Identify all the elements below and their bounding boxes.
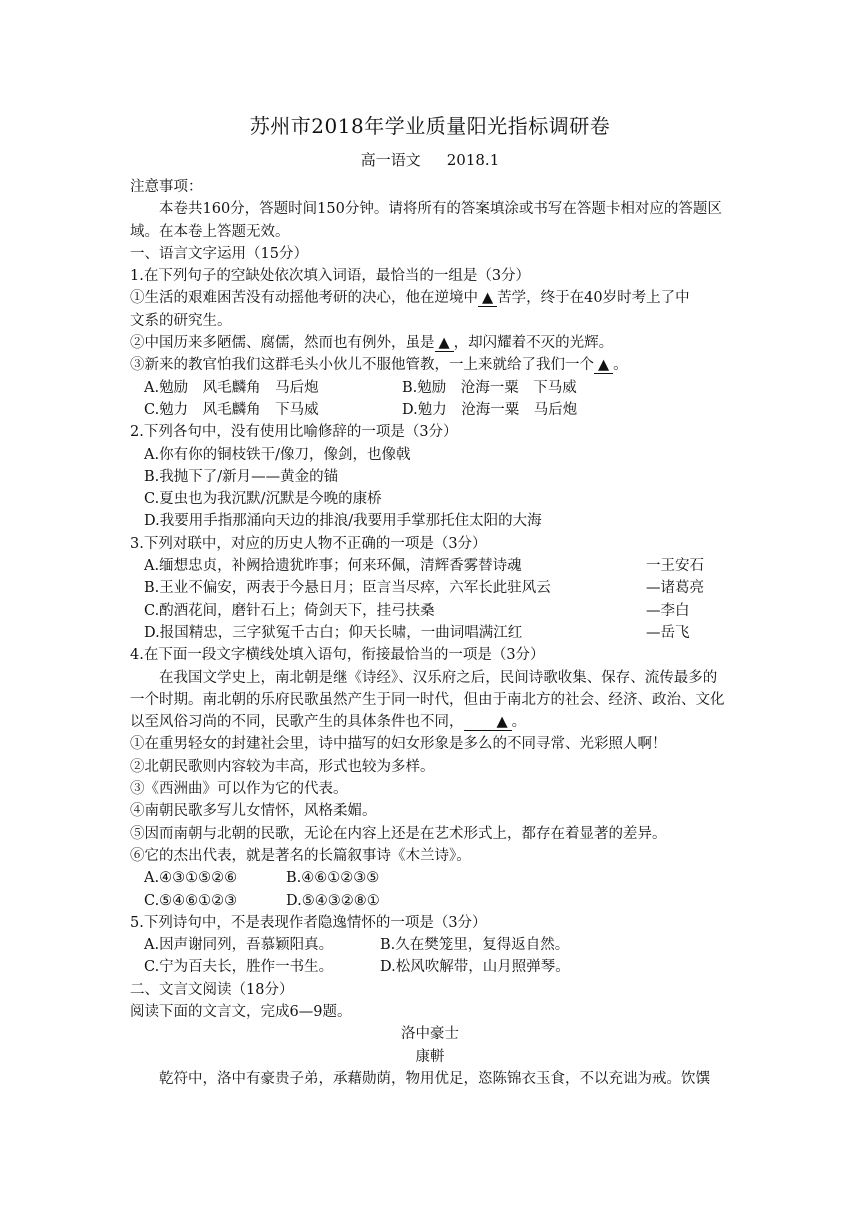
q3-stem: 3.下列对联中，对应的历史人物不正确的一项是（3分）	[130, 535, 487, 552]
q4-item-2: ②北朝民歌则内容较为丰高，形式也较为多样。	[130, 758, 435, 775]
q5-stem: 5.下列诗句中，不是表现作者隐逸情怀的一项是（3分）	[130, 914, 487, 931]
q4-item-4: ④南朝民歌多写儿女情怀，风格柔媚。	[130, 803, 377, 820]
q3-option-d: D.报国精忠，三字狱冤千古白；仰天长啸，一曲词唱满江红 —岳飞	[130, 622, 730, 644]
q1-stem: 1.在下列句子的空缺处依次填入词语，最恰当的一组是（3分）	[130, 268, 531, 285]
q1-options-row-1	[130, 377, 730, 399]
q3-option-b: B.王业不偏安，两表于今悬日月；臣言当尽瘁，六军长此驻风云 —诸葛亮	[130, 577, 730, 599]
exam-page	[130, 110, 730, 1090]
q1-sentence-1-cont: 文系的研究生。	[130, 312, 232, 329]
q4-option-a: A.④③①⑤②⑥	[144, 870, 238, 887]
q3-person-c: —李白	[646, 602, 690, 619]
exam-date: 2018.1	[446, 151, 500, 169]
section1-heading: 一、语言文字运用（15分）	[130, 245, 308, 262]
q4-item-5: ⑤因而南朝与北朝的民歌，无论在内容上还是在艺术形式上，都存在着显著的差异。	[130, 825, 667, 842]
passage-author: 康軿	[415, 1048, 445, 1065]
exam-title: 苏州市2018年学业质量阳光指标调研卷	[249, 114, 611, 138]
q1-option-a: A.勉励 风毛麟角 马后炮	[144, 379, 319, 396]
section2-instruction: 阅读下面的文言文，完成6—9题。	[130, 1003, 352, 1020]
q2-option-d: D.我要用手指那涌向天边的排浪/我要用手掌那托住太阳的大海	[144, 513, 542, 530]
q1-options-row-2	[130, 399, 730, 421]
notice-body: 本卷共160分，答题时间150分钟。请将所有的答案填涂或书写在答题卡相对应的答题区域。在本卷上答题无效。	[130, 201, 722, 240]
q1-option-b: B.勉励 沧海一粟 下马威	[402, 379, 577, 396]
section2-heading: 二、文言文阅读（18分）	[130, 981, 294, 998]
q4-option-b: B.④⑥①②③⑤	[286, 870, 380, 887]
q2-stem: 2.下列各句中，没有使用比喻修辞的一项是（3分）	[130, 424, 458, 441]
subject-label: 高一语文	[360, 151, 421, 169]
q3-option-a: A.缅想忠贞，补阙拾遗犹昨事；何来环佩，清辉香雾替诗魂 一王安石	[130, 555, 730, 577]
answer-blank: ▲	[478, 290, 497, 307]
answer-blank: ▲	[594, 357, 613, 374]
q5-option-b: B.久在樊笼里，复得返自然。	[380, 937, 570, 954]
passage-title: 洛中豪士	[401, 1026, 459, 1043]
q5-options-row-2	[130, 956, 730, 978]
q2-option-c: C.夏虫也为我沉默/沉默是今晚的康桥	[144, 491, 382, 508]
q2-option-b: B.我抛下了/新月——黄金的锚	[144, 468, 339, 485]
q5-option-c: C.宁为百夫长，胜作一书生。	[144, 959, 334, 976]
q1-sentence-1: ①生活的艰难困苦没有动摇他考研的决心，他在逆境中 ▲ 苦学，终于在40岁时考上了中	[130, 290, 690, 307]
q4-option-d: D.⑤④③②⑧①	[286, 892, 380, 909]
q1-sentence-2: ②中国历来多陋儒、腐儒，然而也有例外，虽是 ▲ ，却闪耀着不灭的光辉。	[130, 335, 614, 352]
q3-person-d: —岳飞	[646, 624, 690, 641]
notice-heading: 注意事项：	[130, 179, 203, 195]
q3-person-b: —诸葛亮	[646, 580, 704, 597]
q4-item-1: ①在重男轻女的封建社会里，诗中描写的妇女形象是多么的不同寻常、光彩照人啊！	[130, 736, 667, 753]
q4-paragraph: 在我国文学史上，南北朝是继《诗经》、汉乐府之后，民间诗歌收集、保存、流传最多的一个时期。南北朝的乐府民歌虽然产生于同一时代，但由于南北方的社会、经济、政治、文化以至风俗习尚的不同，民歌产生的具体条件也不同， ▲ 。	[130, 669, 725, 731]
q1-sentence-3: ③新来的教官怕我们这群毛头小伙儿不服他管教，一上来就给了我们一个 ▲ 。	[130, 357, 628, 374]
q1-option-d: D.勉力 沧海一粟 马后炮	[402, 401, 578, 418]
q3-option-c: C.酌酒花间，磨针石上；倚剑天下，挂弓扶桑 —李白	[130, 600, 730, 622]
passage-first-line: 乾符中，洛中有豪贵子弟，承藉勋荫，物用优足，恣陈锦衣玉食，不以充诎为戒。饮馔	[159, 1070, 710, 1087]
q4-options-row-1	[130, 867, 730, 889]
answer-blank: ▲	[464, 714, 512, 731]
q4-stem: 4.在下面一段文字横线处填入语句，衔接最恰当的一项是（3分）	[130, 647, 545, 664]
answer-blank: ▲	[435, 335, 454, 352]
q2-option-a: A.你有你的铜枝铁干/像刀，像剑，也像戟	[144, 446, 411, 463]
q4-item-6: ⑥它的杰出代表，就是著名的长篇叙事诗《木兰诗》。	[130, 847, 471, 864]
q4-options-row-2	[130, 890, 730, 912]
q1-option-c: C.勉力 风毛麟角 下马威	[144, 401, 319, 418]
q3-person-a: 一王安石	[646, 558, 704, 575]
q5-options-row-1	[130, 934, 730, 956]
q5-option-d: D.松风吹解带，山月照弹琴。	[380, 959, 570, 976]
q4-item-3: ③《西洲曲》可以作为它的代表。	[130, 781, 348, 798]
q4-option-c: C.⑤④⑥①②③	[144, 892, 238, 909]
q5-option-a: A.因声谢同列，吾慕颖阳真。	[144, 937, 334, 954]
exam-subtitle	[130, 149, 730, 170]
